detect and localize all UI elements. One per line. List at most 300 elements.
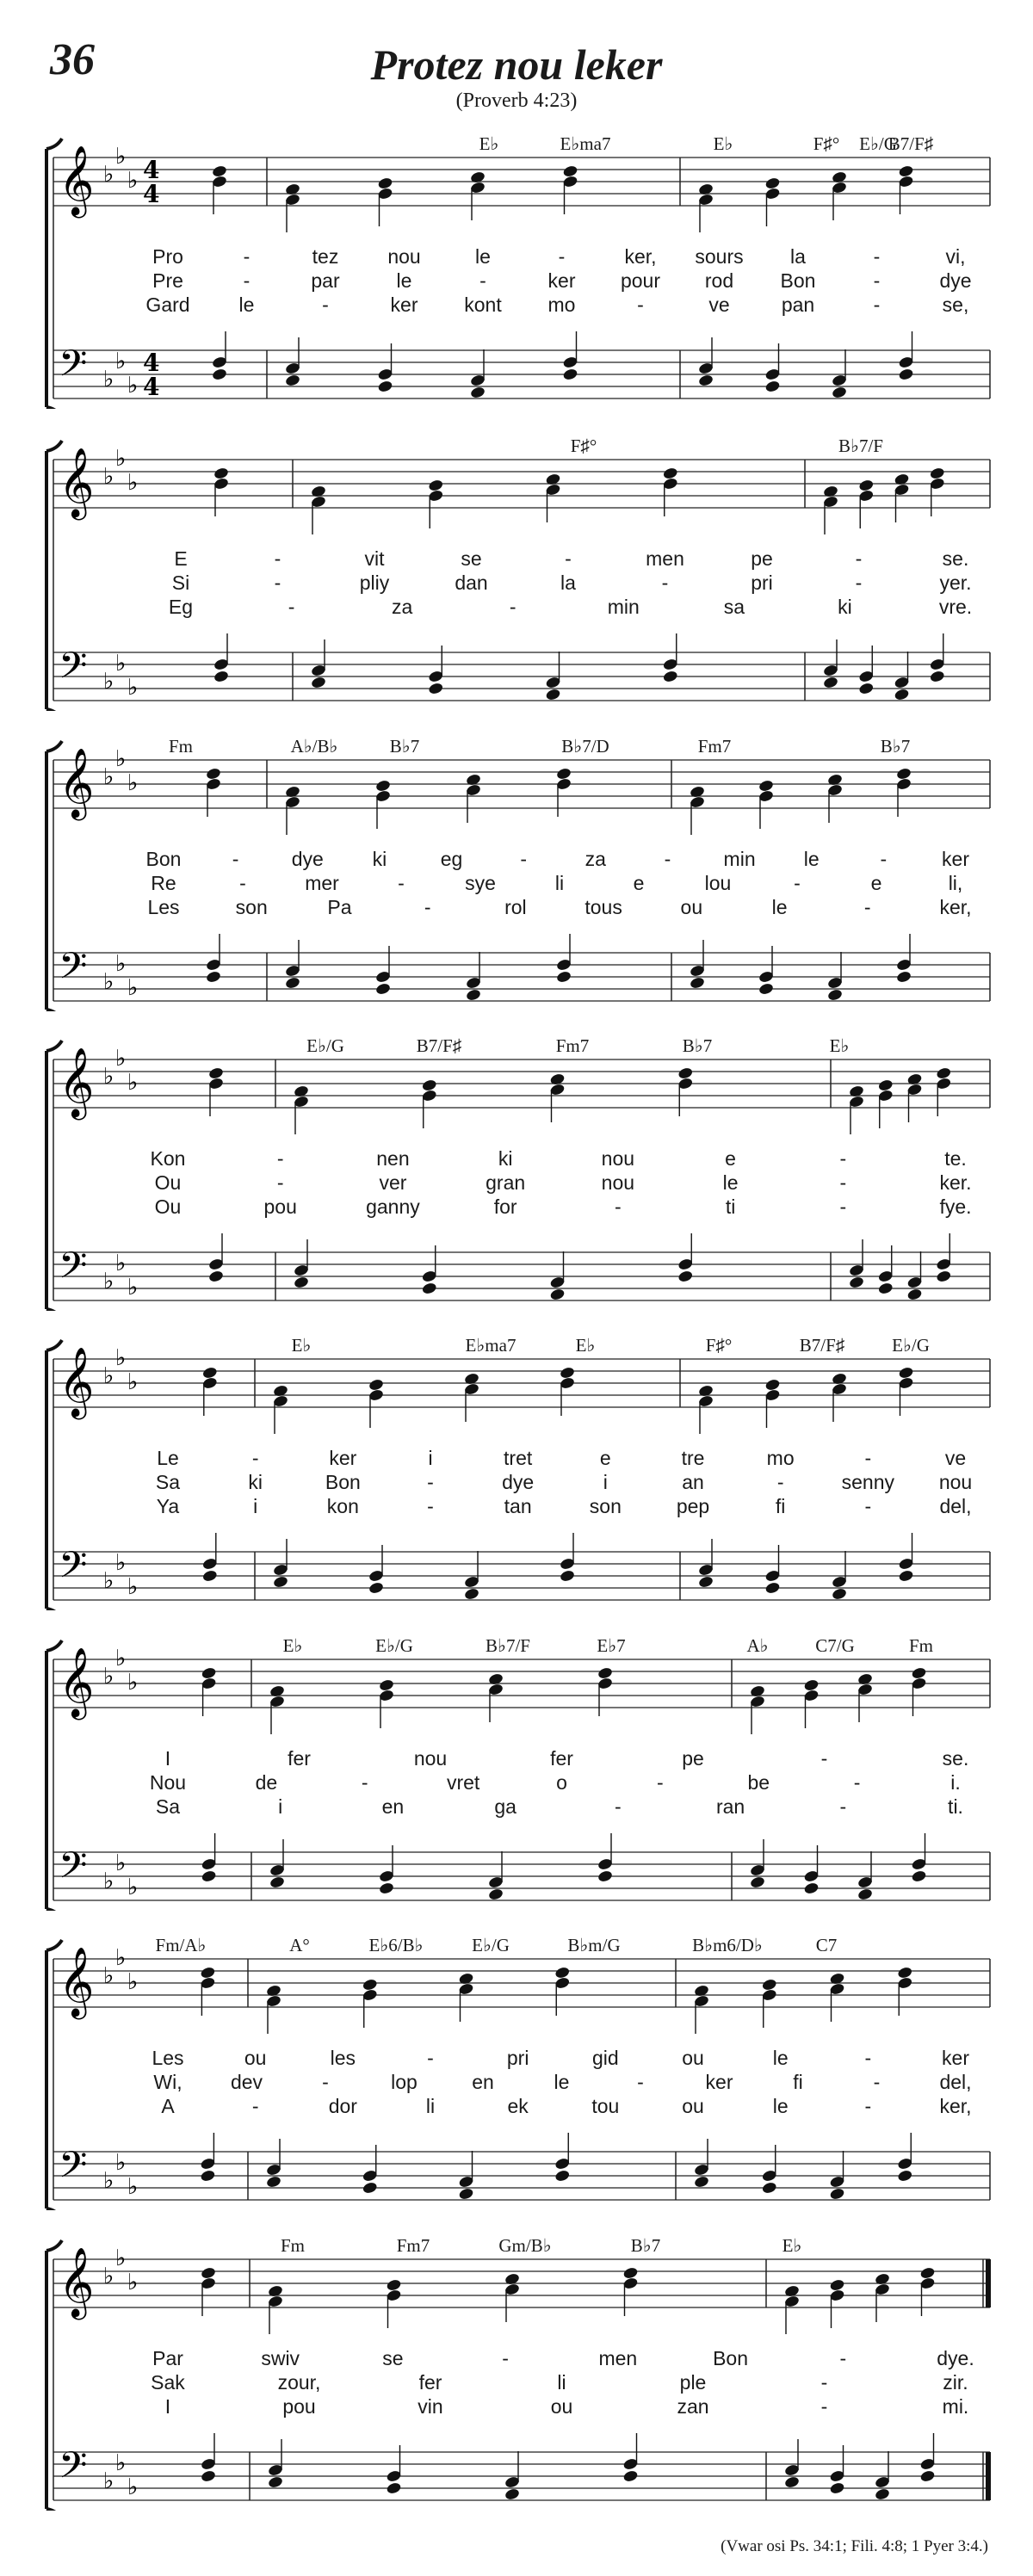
- lyric-syllable: dye: [291, 848, 324, 870]
- bass-note-head: [622, 2469, 639, 2483]
- chord-symbol: E♭: [479, 133, 499, 154]
- bass-note-head: [554, 2169, 571, 2183]
- bass-note-head: [936, 1269, 952, 1283]
- lyric-syllable: -: [776, 1471, 784, 1493]
- key-signature-flat-icon: ♭: [127, 373, 139, 398]
- treble-note-head: [362, 1978, 378, 1992]
- lyric-syllable: Ya: [156, 1495, 180, 1517]
- lyric-syllable: i: [278, 1795, 283, 1818]
- bass-note-head: [562, 368, 578, 381]
- lyric-syllable: Ou: [154, 1195, 182, 1218]
- lyric-syllable: ki: [248, 1471, 263, 1493]
- hymn-title: Protez nou leker: [370, 40, 663, 89]
- lyric-syllable: vre.: [938, 596, 973, 618]
- lyric-syllable: en: [472, 2071, 494, 2093]
- lyric-syllable: ki: [838, 596, 852, 618]
- chord-symbol: E♭/G: [472, 1935, 510, 1955]
- lyric-syllable: la: [790, 245, 806, 268]
- lyric-syllable: -: [558, 245, 566, 268]
- lyric-syllable: -: [637, 2071, 644, 2093]
- treble-note-head: [562, 164, 578, 178]
- lyric-syllable: pep: [676, 1495, 710, 1517]
- treble-clef-icon: 𝄞: [59, 2246, 95, 2317]
- lyric-syllable: Pro: [152, 245, 183, 268]
- lyric-syllable: -: [424, 896, 431, 918]
- lyric-syllable: ou: [244, 2047, 267, 2069]
- lyric-syllable: -: [243, 245, 251, 268]
- treble-note-head: [897, 1966, 913, 1980]
- bass-note-head: [421, 1282, 437, 1295]
- key-signature-flat-icon: ♭: [127, 1574, 139, 1600]
- chord-symbol: E♭ma7: [560, 133, 611, 154]
- key-signature-flat-icon: ♭: [127, 1369, 139, 1395]
- time-signature-bottom: 4: [143, 373, 160, 401]
- bass-note-head: [470, 386, 486, 399]
- lyric-syllable: vi,: [945, 245, 966, 268]
- lyric-syllable: Nou: [149, 1771, 187, 1794]
- bass-note-head: [285, 374, 301, 387]
- footnote: (Vwar osi Ps. 34:1; Fili. 4:8; 1 Pyer 3:4.): [721, 2537, 988, 2555]
- bass-note-head: [269, 1875, 286, 1889]
- lyric-syllable: Les: [147, 896, 180, 918]
- bass-note-head: [758, 982, 775, 996]
- lyric-syllable: fer: [418, 2371, 442, 2394]
- lyric-syllable: za: [585, 848, 606, 870]
- chord-symbol: E♭/G: [859, 133, 897, 154]
- staff-svg: [0, 1618, 1033, 1911]
- lyric-syllable: -: [502, 2347, 509, 2369]
- bass-note-head: [200, 2169, 216, 2183]
- lyric-syllable: kont: [464, 293, 502, 316]
- lyric-syllable: -: [615, 1195, 622, 1218]
- lyric-syllable: ker,: [939, 2095, 972, 2117]
- lyric-syllable: pri: [506, 2047, 529, 2069]
- bass-note-head: [858, 682, 875, 695]
- key-signature-flat-icon: ♭: [127, 1070, 139, 1096]
- lyric-syllable: pliy: [359, 571, 390, 594]
- lyric-syllable: zan: [677, 2395, 709, 2418]
- lyric-syllable: mer: [305, 872, 339, 894]
- key-signature-flat-icon: ♭: [103, 1869, 114, 1894]
- lyric-syllable: i: [603, 1471, 608, 1493]
- lyric-syllable: i: [428, 1447, 433, 1469]
- lyric-syllable: le: [803, 848, 820, 870]
- lyric-syllable: ker.: [939, 1171, 972, 1194]
- lyric-syllable: ou: [680, 896, 703, 918]
- lyric-syllable: Bon: [325, 1471, 361, 1493]
- lyric-syllable: -: [820, 2395, 828, 2418]
- chord-symbol: A°: [289, 1935, 310, 1955]
- lyric-syllable: -: [274, 571, 281, 594]
- treble-note-head: [758, 779, 775, 793]
- lyric-syllable: -: [873, 245, 881, 268]
- bass-note-head: [213, 670, 230, 683]
- lyric-syllable: pour: [620, 269, 661, 292]
- chord-symbol: B♭7/F: [486, 1635, 530, 1656]
- lyric-syllable: for: [493, 1195, 517, 1218]
- lyric-syllable: li: [425, 2095, 436, 2117]
- bass-note-head: [829, 2481, 845, 2495]
- lyric-syllable: vit: [364, 547, 385, 570]
- lyric-syllable: e: [599, 1447, 611, 1469]
- bass-note-head: [285, 976, 301, 990]
- bass-note-head: [201, 1869, 217, 1883]
- lyric-syllable: -: [479, 269, 486, 292]
- lyric-syllable: le: [475, 245, 491, 268]
- key-signature-flat-icon: ♭: [127, 2270, 139, 2295]
- lyric-syllable: ki: [498, 1147, 513, 1170]
- key-signature-flat-icon: ♭: [127, 2174, 139, 2200]
- lyric-syllable: -: [855, 547, 863, 570]
- lyric-syllable: i.: [950, 1771, 961, 1794]
- bass-note-head: [662, 670, 678, 683]
- bass-note-head: [849, 1276, 865, 1289]
- lyric-syllable: -: [864, 1495, 872, 1517]
- lyric-syllable: Gard: [145, 293, 190, 316]
- lyric-syllable: men: [646, 547, 684, 570]
- lyric-syllable: ker,: [939, 896, 972, 918]
- bass-note-head: [268, 2475, 284, 2489]
- lyric-syllable: se: [382, 2347, 404, 2369]
- lyric-syllable: -: [251, 1447, 259, 1469]
- key-signature-flat-icon: ♭: [127, 1875, 139, 1900]
- key-signature-flat-icon: ♭: [115, 1945, 127, 1971]
- lyric-syllable: le: [772, 2047, 789, 2069]
- bass-note-head: [832, 386, 848, 399]
- bass-note-head: [857, 1887, 874, 1901]
- lyric-syllable: i: [253, 1495, 258, 1517]
- treble-note-head: [858, 479, 875, 492]
- key-signature-flat-icon: ♭: [103, 1568, 114, 1594]
- key-signature-flat-icon: ♭: [103, 2168, 114, 2194]
- lyric-syllable: fer: [550, 1747, 573, 1770]
- treble-note-head: [554, 1966, 571, 1980]
- bass-clef-icon: 𝄢: [59, 945, 88, 997]
- lyric-syllable: fye.: [939, 1195, 972, 1218]
- chord-symbol: E♭: [829, 1035, 850, 1056]
- treble-note-head: [622, 2266, 639, 2280]
- treble-note-head: [898, 1366, 914, 1380]
- hymn-number: 36: [50, 35, 95, 84]
- key-signature-flat-icon: ♭: [115, 1646, 127, 1671]
- bass-clef-icon: 𝄢: [59, 343, 88, 394]
- lyric-syllable: sa: [723, 596, 745, 618]
- lyric-syllable: vin: [418, 2395, 443, 2418]
- time-signature-top: 4: [143, 349, 160, 377]
- lyric-syllable: ker: [942, 848, 969, 870]
- treble-note-head: [803, 1678, 820, 1692]
- key-signature-flat-icon: ♭: [103, 1664, 114, 1690]
- bass-note-head: [897, 2169, 913, 2183]
- bass-note-head: [677, 1269, 694, 1283]
- bass-note-head: [764, 380, 781, 393]
- treble-clef-icon: 𝄞: [59, 1946, 95, 2017]
- key-signature-flat-icon: ♭: [103, 1064, 114, 1090]
- chord-symbol: C7/G: [815, 1635, 855, 1656]
- music-system: [0, 116, 1033, 409]
- lyric-syllable: ker: [390, 293, 418, 316]
- treble-note-head: [201, 1666, 217, 1680]
- lyric-syllable: ti.: [948, 1795, 963, 1818]
- key-signature-flat-icon: ♭: [103, 162, 114, 188]
- treble-note-head: [377, 176, 393, 190]
- treble-note-head: [662, 466, 678, 480]
- lyric-syllable: se.: [942, 1747, 969, 1770]
- lyric-syllable: fi: [775, 1495, 786, 1517]
- bass-note-head: [898, 1569, 914, 1583]
- chord-symbol: Fm: [280, 2235, 306, 2256]
- lyric-syllable: li,: [948, 872, 963, 894]
- chord-symbol: A♭: [746, 1635, 769, 1656]
- bass-note-head: [208, 1269, 225, 1283]
- lyric-syllable: -: [864, 2047, 872, 2069]
- bass-note-head: [379, 1881, 395, 1895]
- treble-note-head: [929, 466, 945, 480]
- lyric-syllable: -: [322, 2071, 329, 2093]
- lyric-syllable: be: [747, 1771, 770, 1794]
- lyric-syllable: dye: [939, 269, 972, 292]
- treble-note-head: [421, 1078, 437, 1092]
- treble-note-head: [896, 767, 912, 781]
- treble-note-head: [200, 1966, 216, 1980]
- treble-note-head: [936, 1066, 952, 1080]
- bass-note-head: [898, 368, 914, 381]
- lyric-syllable: Sak: [151, 2371, 185, 2394]
- chord-symbol: B♭m/G: [567, 1935, 621, 1955]
- bass-note-head: [694, 2175, 710, 2189]
- bass-note-head: [206, 970, 222, 984]
- lyric-syllable: -: [661, 571, 669, 594]
- lyric-syllable: son: [589, 1495, 622, 1517]
- lyric-syllable: nou: [413, 1747, 448, 1770]
- lyric-syllable: I: [164, 1747, 171, 1770]
- key-signature-flat-icon: ♭: [115, 2246, 127, 2271]
- chord-symbol: Fm7: [555, 1035, 590, 1056]
- lyric-syllable: par: [311, 269, 340, 292]
- lyric-syllable: gran: [486, 1171, 526, 1194]
- chord-symbol: B7/F♯: [888, 133, 934, 154]
- lyric-syllable: sye: [465, 872, 496, 894]
- bass-note-head: [458, 2187, 474, 2201]
- bass-note-head: [377, 380, 393, 393]
- bass-clef-icon: 𝄢: [59, 1245, 88, 1296]
- lyric-syllable: pe: [682, 1747, 704, 1770]
- scripture-reference: (Proverb 4:23): [455, 90, 578, 112]
- lyric-syllable: tret: [504, 1447, 533, 1469]
- bass-note-head: [832, 1587, 848, 1601]
- chord-symbol: E♭/G: [892, 1335, 930, 1356]
- lyric-syllable: ran: [715, 1795, 745, 1818]
- chord-symbol: Fm: [908, 1635, 934, 1656]
- music-system: [0, 1318, 1033, 1610]
- music-system: [0, 418, 1033, 711]
- lyric-syllable: -: [509, 596, 516, 618]
- lyric-syllable: ve: [944, 1447, 967, 1469]
- key-signature-flat-icon: ♭: [103, 969, 114, 995]
- chord-symbol: B♭7/D: [561, 736, 609, 757]
- lyric-syllable: -: [873, 2071, 881, 2093]
- key-signature-flat-icon: ♭: [115, 746, 127, 772]
- lyric-syllable: pou: [282, 2395, 316, 2418]
- bass-note-head: [875, 2487, 891, 2501]
- bass-note-head: [597, 1869, 614, 1883]
- lyric-syllable: de: [255, 1771, 278, 1794]
- treble-note-head: [428, 479, 444, 492]
- treble-clef-icon: 𝄞: [59, 1646, 95, 1717]
- key-signature-flat-icon: ♭: [103, 464, 114, 490]
- lyric-syllable: -: [863, 896, 871, 918]
- lyric-syllable: -: [820, 1747, 828, 1770]
- chord-symbol: E♭/G: [306, 1035, 344, 1056]
- lyric-syllable: eg: [440, 848, 463, 870]
- lyric-syllable: Wi,: [153, 2071, 182, 2093]
- bass-note-head: [362, 2181, 378, 2195]
- lyric-syllable: o: [556, 1771, 567, 1794]
- bass-note-head: [294, 1276, 310, 1289]
- lyric-syllable: -: [243, 269, 251, 292]
- chord-symbol: E♭: [575, 1335, 596, 1356]
- lyric-syllable: ou: [682, 2047, 704, 2069]
- treble-note-head: [375, 779, 392, 793]
- chord-symbol: Fm7: [396, 2235, 430, 2256]
- bass-note-head: [764, 1581, 781, 1595]
- bass-clef-icon: 𝄢: [59, 1844, 88, 1896]
- bass-note-head: [919, 2469, 936, 2483]
- bass-note-head: [896, 970, 912, 984]
- bass-note-head: [823, 676, 839, 689]
- lyric-syllable: fi: [793, 2071, 803, 2093]
- treble-note-head: [386, 2278, 402, 2292]
- chord-symbol: B♭7: [880, 736, 911, 757]
- lyric-syllable: Sa: [155, 1795, 181, 1818]
- treble-note-head: [212, 164, 228, 178]
- lyric-syllable: zour,: [277, 2371, 321, 2394]
- bass-note-head: [212, 368, 228, 381]
- key-signature-flat-icon: ♭: [127, 770, 139, 796]
- lyric-syllable: li: [557, 2371, 566, 2394]
- bass-note-head: [894, 688, 910, 701]
- key-signature-flat-icon: ♭: [127, 1670, 139, 1696]
- lyric-syllable: se,: [942, 293, 969, 316]
- lyric-syllable: Par: [152, 2347, 183, 2369]
- lyric-syllable: -: [427, 1495, 434, 1517]
- bass-clef-icon: 𝄢: [59, 1544, 88, 1596]
- bass-clef-icon: 𝄢: [59, 2444, 88, 2496]
- lyric-syllable: vret: [446, 1771, 480, 1794]
- chord-symbol: B♭7: [389, 736, 420, 757]
- lyric-syllable: ple: [679, 2371, 707, 2394]
- chord-symbol: Fm/A♭: [155, 1935, 207, 1955]
- lyric-syllable: te.: [944, 1147, 967, 1170]
- lyric-syllable: ve: [708, 293, 730, 316]
- lyric-syllable: gid: [591, 2047, 619, 2069]
- lyric-syllable: an: [682, 1471, 704, 1493]
- bass-note-head: [273, 1575, 289, 1589]
- lyric-syllable: -: [232, 848, 239, 870]
- lyric-syllable: A: [161, 2095, 175, 2117]
- bass-note-head: [690, 976, 706, 990]
- lyric-syllable: dye: [502, 1471, 535, 1493]
- lyric-syllable: ki: [372, 848, 387, 870]
- key-signature-flat-icon: ♭: [115, 446, 127, 472]
- chord-symbol: B♭7/F: [838, 436, 883, 456]
- chord-symbol: B7/F♯: [416, 1035, 462, 1056]
- treble-note-head: [877, 1078, 894, 1092]
- lyric-syllable: -: [664, 848, 671, 870]
- lyric-syllable: pe: [751, 547, 773, 570]
- lyric-syllable: nou: [601, 1147, 635, 1170]
- lyric-syllable: -: [839, 1147, 847, 1170]
- chord-symbol: Gm/B♭: [498, 2235, 552, 2256]
- key-signature-flat-icon: ♭: [127, 470, 139, 496]
- chord-symbol: E♭: [282, 1635, 303, 1656]
- lyric-syllable: -: [322, 293, 329, 316]
- bass-note-head: [829, 2187, 845, 2201]
- key-signature-flat-icon: ♭: [127, 1275, 139, 1300]
- lyric-syllable: les: [330, 2047, 356, 2069]
- treble-note-head: [201, 2266, 217, 2280]
- lyric-syllable: sours: [695, 245, 744, 268]
- treble-clef-icon: 𝄞: [59, 747, 95, 818]
- lyric-syllable: -: [239, 872, 246, 894]
- lyric-syllable: -: [794, 872, 801, 894]
- music-system: [0, 1018, 1033, 1311]
- bass-note-head: [827, 988, 844, 1002]
- lyric-syllable: -: [615, 1795, 622, 1818]
- chord-symbol: E♭6/B♭: [368, 1935, 424, 1955]
- lyric-syllable: Si: [171, 571, 190, 594]
- key-signature-flat-icon: ♭: [115, 1550, 127, 1576]
- lyric-syllable: dor: [328, 2095, 357, 2117]
- lyric-syllable: mo: [547, 293, 576, 316]
- lyric-syllable: zir.: [943, 2371, 968, 2394]
- key-signature-flat-icon: ♭: [103, 1269, 114, 1294]
- lyric-syllable: -: [520, 848, 528, 870]
- bass-note-head: [761, 2181, 777, 2195]
- lyric-syllable: Kon: [150, 1147, 186, 1170]
- lyric-syllable: nou: [938, 1471, 973, 1493]
- lyric-syllable: Bon: [713, 2347, 749, 2369]
- lyric-syllable: se.: [942, 547, 969, 570]
- key-signature-flat-icon: ♭: [115, 1251, 127, 1276]
- lyric-syllable: e: [633, 872, 645, 894]
- bass-clef-icon: 𝄢: [59, 2144, 88, 2196]
- lyric-syllable: nou: [387, 245, 421, 268]
- lyric-syllable: del,: [939, 2071, 972, 2093]
- lyric-syllable: tan: [504, 1495, 532, 1517]
- chord-symbol: B♭m6/D♭: [692, 1935, 763, 1955]
- lyric-syllable: -: [839, 2347, 847, 2369]
- lyric-syllable: tou: [591, 2095, 620, 2117]
- bass-note-head: [488, 1887, 504, 1901]
- treble-note-head: [764, 176, 781, 190]
- chord-symbol: E♭: [782, 2235, 802, 2256]
- chord-symbol: F♯°: [705, 1335, 733, 1356]
- lyric-syllable: ker,: [624, 245, 657, 268]
- lyric-syllable: -: [398, 872, 405, 894]
- chord-symbol: E♭7: [597, 1635, 626, 1656]
- treble-note-head: [556, 767, 572, 781]
- treble-note-head: [560, 1366, 576, 1380]
- treble-note-head: [911, 1666, 927, 1680]
- key-signature-flat-icon: ♭: [115, 349, 127, 374]
- lyric-syllable: pou: [263, 1195, 297, 1218]
- chord-symbol: F♯°: [813, 133, 840, 154]
- lyric-syllable: ver: [379, 1171, 407, 1194]
- lyric-syllable: -: [361, 1771, 368, 1794]
- lyric-syllable: ker: [942, 2047, 969, 2069]
- music-system: [0, 1618, 1033, 1911]
